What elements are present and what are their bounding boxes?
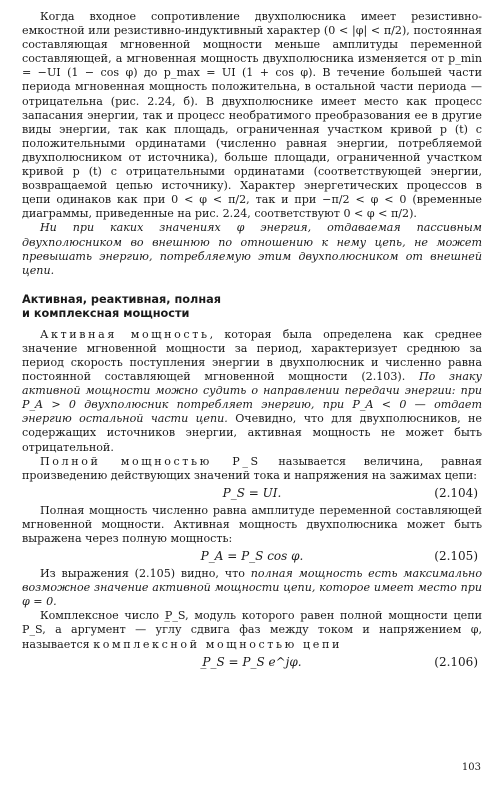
equation-number: (2.105) [434, 549, 478, 564]
page-text [22, 10, 482, 673]
equation-number: (2.106) [434, 654, 478, 669]
section-heading [22, 293, 482, 321]
apparent-power-text: называется величина, равная произведению действующих значений тока и напряжения на зажимах цепи: [22, 454, 482, 482]
paragraph-apparent-power [22, 455, 482, 483]
page-number: 103 [461, 762, 481, 773]
heading-line-1: Активная, реактивная, полная [22, 292, 222, 306]
term-complex-power: комплексной мощностью цепи [93, 637, 342, 651]
equation-number: (2.104) [434, 485, 478, 500]
paragraph-complex-power [22, 609, 482, 651]
equation-2-106 [22, 653, 482, 672]
equation-formula: P̲_S = P_S e^jφ. [202, 654, 302, 669]
paragraph-statement: Ни при каких значениях φ энергия, отдаваемая пассивным двухполюсником во внешнюю по отношению к нему цепь, не может превышать энергию, потребляемую этим двухполюсником от внешней цепи. [22, 221, 482, 277]
equation-formula: P_S = UI. [222, 485, 282, 500]
paragraph-active-power [22, 328, 482, 455]
heading-line-2: и комплексная мощности [22, 306, 190, 320]
active-power-text-c: Очевидно, что для двухполюсников, не содержащих источников энергии, активная мощность не может быть отрицательной. [22, 412, 483, 454]
paragraph-max-active [22, 567, 482, 609]
max-active-text-b: полная мощность есть максимально возможное значение активной мощности цепи, которое имеет место при φ = 0. [22, 567, 482, 609]
equation-2-105 [22, 547, 482, 566]
equation-formula: P_A = P_S cos φ. [200, 549, 304, 564]
paragraph-apparent-amplitude: Полная мощность численно равна амплитуде переменной составляющей мгновенной мощности. Активная мощность двухполюсника может быть выражена через полную мощность: [22, 503, 482, 545]
term-apparent-power: Полной мощностью P_S [40, 454, 261, 468]
active-power-text-b: По знаку активной мощности можно судить о направлении передачи энергии: при P_A > 0 двухполюсник потребляет энергию, при P_A < 0 — отдает энергию остальной части цепи. [22, 370, 482, 426]
paragraph-intro: Когда входное сопротивление двухполюсника имеет резистивно-емкостной или резистивно-индуктивный характер (0 < |φ| < π/2), постоянная составляющая мгновенной мощности меньше амплитуды переменной составляющей, а мгновенная мощность двухполюсника изменяется от p_min = −UI (1 − cos φ) до p_max = UI (1 + cos φ). В течение большей части периода мгновенная мощность положительна, в остальной части периода — отрицательна (рис. 2.24, б). В двухполюснике имеет место как процесс запасания энергии, так и процесс необратимого преобразования ее в другие виды энергии, так как площадь, ограниченная участком кривой p (t) с положительными ординатами (численно равная энергии, потребляемой двухполюсником от источника), больше площади, ограниченной участком кривой p (t) с отрицательными ординатами (соответствующей энергии, возвращаемой цепью источнику). Характер энергетических процессов в цепи одинаков как при 0 < φ < π/2, так и при −π/2 < φ < 0 (временные диаграммы, приведенные на рис. 2.24, соответствуют 0 < φ < π/2). [22, 10, 482, 221]
term-active-power: Активная мощность [40, 327, 210, 341]
equation-2-104 [22, 484, 482, 503]
max-active-text-a: Из выражения (2.105) видно, что [40, 567, 251, 581]
complex-power-text: Комплексное число P̲_S, модуль которого равен полной мощности цепи P_S, а аргумент — углу сдвига фаз между током и напряжением φ, называется [22, 609, 482, 651]
active-power-text-a: , которая была определена как среднее значение мгновенной мощности за период, характеризует среднюю за период скорость поступления энергии в двухполюсник и численно равна постоянной составляющей мгновенной мощности (2.103). [22, 327, 482, 384]
